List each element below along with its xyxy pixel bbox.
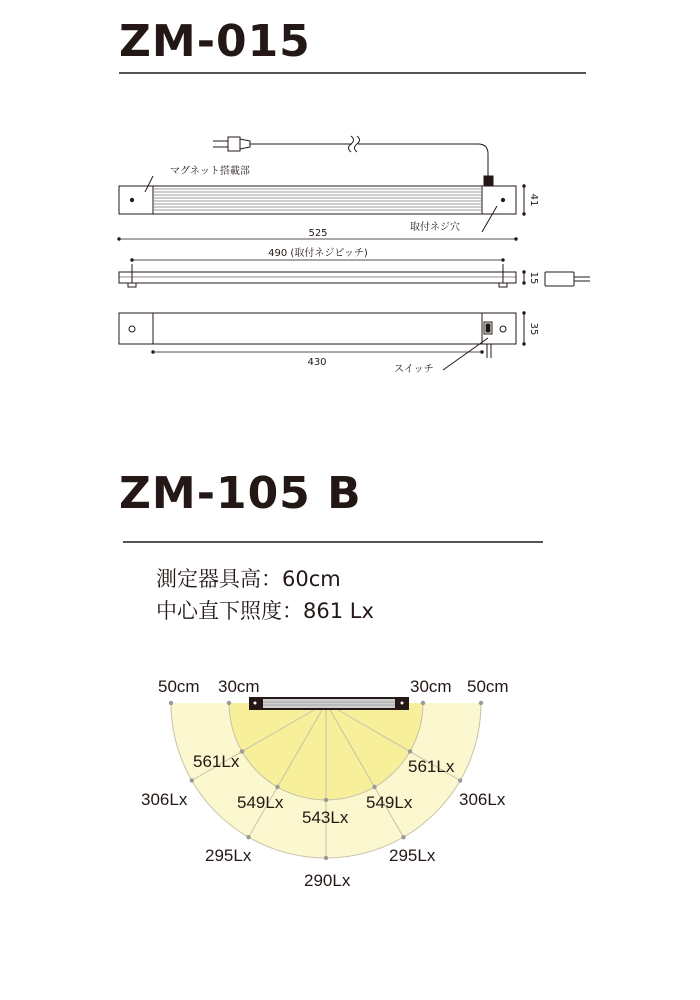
reading-outer-left: 306Lx: [141, 790, 188, 809]
magnet-label: マグネット搭載部: [170, 166, 250, 177]
length-430-label: 430: [307, 357, 327, 368]
measure-point: [227, 701, 231, 705]
switch-label: スイッチ: [394, 364, 434, 375]
measure-point: [240, 749, 244, 753]
measure-point: [324, 856, 328, 860]
pitch-490-label: 490 (取付ネジピッチ): [268, 248, 368, 259]
reading-lower-left: 295Lx: [205, 846, 252, 865]
measure-point: [479, 701, 483, 705]
distance-left-inner: 30cm: [218, 677, 260, 696]
reading-inner-right: 561Lx: [408, 757, 455, 776]
pitch-490-dimension: [131, 259, 505, 262]
height-35-label: 35: [528, 322, 539, 336]
spec-measure-height: 測定器具高：60cm: [156, 567, 341, 591]
spec-center-illuminance: 中心直下照度：861 Lx: [156, 599, 374, 623]
reading-mid-left: 549Lx: [237, 793, 284, 812]
measure-point: [421, 701, 425, 705]
lamp-bar: [249, 697, 409, 710]
measure-point: [401, 835, 405, 839]
measure-point: [324, 798, 328, 802]
reading-mid-right: 549Lx: [366, 793, 413, 812]
measure-point: [275, 785, 279, 789]
power-cord: [250, 144, 488, 178]
plug-icon: [213, 137, 250, 151]
reading-lower-right: 295Lx: [389, 846, 436, 865]
distance-right-inner: 30cm: [410, 677, 452, 696]
measure-point: [169, 701, 173, 705]
length-525-label: 525: [308, 228, 328, 239]
measure-point: [190, 778, 194, 782]
reading-inner-left: 561Lx: [193, 752, 240, 771]
reading-center: 543Lx: [302, 808, 349, 827]
reading-bottom: 290Lx: [304, 871, 351, 890]
adapter-box: [545, 272, 574, 286]
distance-left-outer: 50cm: [158, 677, 200, 696]
model-title-zm-015: ZM-015: [119, 16, 311, 67]
distance-right-outer: 50cm: [467, 677, 509, 696]
height-41-label: 41: [528, 193, 539, 207]
title-underline-2: [123, 541, 543, 543]
reading-outer-right: 306Lx: [459, 790, 506, 809]
side-view: [119, 264, 590, 287]
top-view: [119, 136, 525, 232]
measure-point: [246, 835, 250, 839]
height-15-label: 15: [528, 271, 539, 285]
model-title-zm-105b: ZM-105 B: [119, 468, 362, 519]
measure-point: [458, 778, 462, 782]
screw-hole-label: 取付ネジ穴: [410, 222, 460, 233]
measure-point: [372, 785, 376, 789]
measure-point: [408, 749, 412, 753]
illuminance-diagram: [169, 697, 483, 860]
length-430-dimension: [152, 351, 484, 354]
